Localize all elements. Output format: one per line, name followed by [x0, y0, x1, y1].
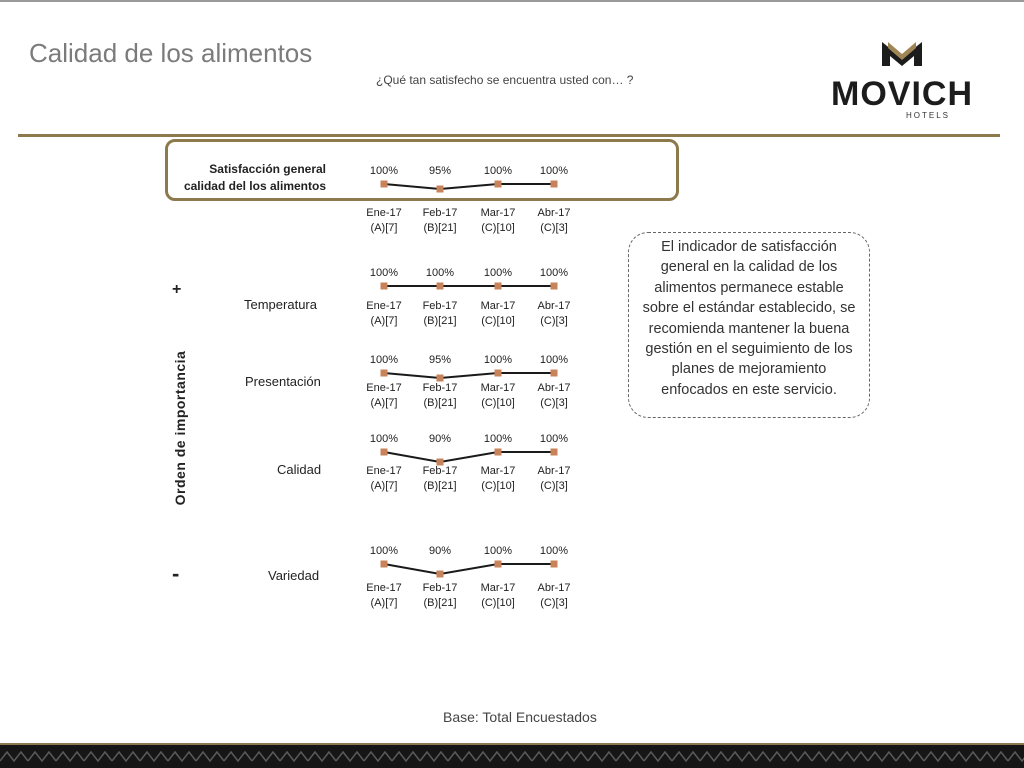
satisfaccion-general-calidad-del-los-alimentos-point-4 [551, 181, 558, 188]
footer-pattern-segment [392, 752, 420, 761]
footer-pattern-segment [840, 752, 868, 761]
footer-pattern-segment [756, 752, 784, 761]
temperatura-data-label-4: 100% [539, 267, 569, 279]
variedad-data-label-4: 100% [539, 545, 569, 557]
calidad-tick-label-2: Feb-17 [422, 465, 458, 477]
satisfaccion-general-calidad-del-los-alimentos-data-label-1: 100% [369, 165, 399, 177]
footer-pattern-segment [924, 752, 952, 761]
satisfaccion-general-calidad-del-los-alimentos-tick-label-2: Feb-17 [422, 207, 458, 219]
footer-pattern-segment [532, 752, 560, 761]
footer-pattern-segment [0, 752, 28, 761]
presentacion-data-label-1: 100% [369, 354, 399, 366]
variedad-base-label-2: (B)[21] [423, 597, 457, 609]
calidad-line [384, 452, 554, 462]
calidad-point-4 [551, 449, 558, 456]
presentacion-line [384, 373, 554, 378]
footer-pattern-segment [812, 752, 840, 761]
temperatura-tick-label-1: Ene-17 [366, 300, 402, 312]
logo-brand: MOVICH [831, 75, 973, 113]
satisfaccion-general-calidad-del-los-alimentos-point-1 [381, 181, 388, 188]
calidad-data-label-1: 100% [369, 433, 399, 445]
footer-pattern-segment [1008, 752, 1024, 761]
presentacion-point-4 [551, 370, 558, 377]
presentacion-data-label-3: 100% [483, 354, 513, 366]
temperatura-data-label-2: 100% [425, 267, 455, 279]
survey-question: ¿Qué tan satisfecho se encuentra usted con… ? [376, 73, 634, 87]
variedad-base-label-4: (C)[3] [540, 597, 568, 609]
footer-pattern-segment [308, 752, 336, 761]
footer-pattern-segment [336, 752, 364, 761]
logo-sub: HOTELS [905, 111, 951, 120]
importance-minus: - [172, 561, 180, 586]
footer-pattern-segment [28, 752, 56, 761]
satisfaccion-general-calidad-del-los-alimentos-line [384, 184, 554, 189]
footer-pattern-segment [56, 752, 84, 761]
temperatura-base-label-2: (B)[21] [423, 315, 457, 327]
variedad-point-4 [551, 561, 558, 568]
footer-pattern-segment [196, 752, 224, 761]
base-note: Base: Total Encuestados [443, 709, 597, 725]
temperatura-base-label-1: (A)[7] [370, 315, 398, 327]
presentacion-point-2 [437, 375, 444, 382]
calidad-tick-label-4: Abr-17 [537, 465, 571, 477]
footer-pattern-segment [560, 752, 588, 761]
satisfaccion-general-calidad-del-los-alimentos-base-label-4: (C)[3] [540, 222, 568, 234]
insight-note: El indicador de satisfacción general en la calidad de los alimentos permanece estable sobre el estándar establecido, se recomienda mantener la buena gestión en el seguimiento de los planes de mejoramiento enfocados en este servicio. [628, 232, 870, 418]
footer-pattern-segment [700, 752, 728, 761]
temperatura-base-label-4: (C)[3] [540, 315, 568, 327]
variedad-base-label-1: (A)[7] [370, 597, 398, 609]
presentacion-data-label-2: 95% [428, 354, 452, 366]
calidad-data-label-3: 100% [483, 433, 513, 445]
presentacion-tick-label-4: Abr-17 [537, 382, 571, 394]
footer-pattern-segment [896, 752, 924, 761]
row-label-presentacion: Presentación [245, 374, 321, 389]
satisfaccion-general-calidad-del-los-alimentos-tick-label-4: Abr-17 [537, 207, 571, 219]
presentacion-tick-label-1: Ene-17 [366, 382, 402, 394]
footer-pattern-segment [420, 752, 448, 761]
satisfaccion-general-calidad-del-los-alimentos-data-label-3: 100% [483, 165, 513, 177]
temperatura-data-label-3: 100% [483, 267, 513, 279]
footer-pattern-segment [140, 752, 168, 761]
variedad-tick-label-2: Feb-17 [422, 582, 458, 594]
presentacion-tick-label-2: Feb-17 [422, 382, 458, 394]
variedad-line [384, 564, 554, 574]
overall-label-line-1: Satisfacción general [209, 162, 326, 176]
variedad-tick-label-3: Mar-17 [480, 582, 516, 594]
satisfaccion-general-calidad-del-los-alimentos-base-label-3: (C)[10] [481, 222, 515, 234]
presentacion-base-label-2: (B)[21] [423, 397, 457, 409]
footer-pattern-segment [952, 752, 980, 761]
footer-pattern-segment [280, 752, 308, 761]
footer-pattern-segment [504, 752, 532, 761]
temperatura-point-3 [495, 283, 502, 290]
variedad-point-2 [437, 571, 444, 578]
variedad-data-label-3: 100% [483, 545, 513, 557]
importance-plus: + [172, 281, 182, 298]
temperatura-base-label-3: (C)[10] [481, 315, 515, 327]
calidad-base-label-1: (A)[7] [370, 480, 398, 492]
satisfaccion-general-calidad-del-los-alimentos-point-2 [437, 186, 444, 193]
satisfaccion-general-calidad-del-los-alimentos-tick-label-1: Ene-17 [366, 207, 402, 219]
row-label-temperatura: Temperatura [244, 297, 317, 312]
presentacion-base-label-1: (A)[7] [370, 397, 398, 409]
temperatura-tick-label-4: Abr-17 [537, 300, 571, 312]
presentacion-point-1 [381, 370, 388, 377]
temperatura-point-4 [551, 283, 558, 290]
calidad-data-label-4: 100% [539, 433, 569, 445]
calidad-point-1 [381, 449, 388, 456]
calidad-tick-label-3: Mar-17 [480, 465, 516, 477]
footer-pattern-segment [112, 752, 140, 761]
presentacion-base-label-3: (C)[10] [481, 397, 515, 409]
importance-axis-label: Orden de importancia [172, 350, 188, 506]
temperatura-point-1 [381, 283, 388, 290]
presentacion-tick-label-3: Mar-17 [480, 382, 516, 394]
calidad-base-label-3: (C)[10] [481, 480, 515, 492]
row-label-calidad: Calidad [277, 462, 322, 477]
footer-pattern [0, 745, 1024, 768]
footer-pattern-segment [644, 752, 672, 761]
footer-pattern-segment [476, 752, 504, 761]
footer-pattern-segment [588, 752, 616, 761]
temperatura-point-2 [437, 283, 444, 290]
footer-pattern-segment [168, 752, 196, 761]
satisfaccion-general-calidad-del-los-alimentos-base-label-1: (A)[7] [370, 222, 398, 234]
satisfaccion-general-calidad-del-los-alimentos-data-label-2: 95% [428, 165, 452, 177]
calidad-base-label-4: (C)[3] [540, 480, 568, 492]
satisfaccion-general-calidad-del-los-alimentos-tick-label-3: Mar-17 [480, 207, 516, 219]
variedad-point-1 [381, 561, 388, 568]
footer-pattern-segment [616, 752, 644, 761]
calidad-base-label-2: (B)[21] [423, 480, 457, 492]
satisfaccion-general-calidad-del-los-alimentos-base-label-2: (B)[21] [423, 222, 457, 234]
footer-pattern-segment [784, 752, 812, 761]
satisfaccion-general-calidad-del-los-alimentos-point-3 [495, 181, 502, 188]
footer-pattern-segment [728, 752, 756, 761]
overall-label-line-2: calidad del los alimentos [183, 179, 326, 193]
row-label-variedad: Variedad [268, 568, 320, 583]
page-title: Calidad de los alimentos [29, 38, 313, 68]
variedad-data-label-1: 100% [369, 545, 399, 557]
variedad-base-label-3: (C)[10] [481, 597, 515, 609]
temperatura-tick-label-3: Mar-17 [480, 300, 516, 312]
footer-pattern-segment [364, 752, 392, 761]
presentacion-base-label-4: (C)[3] [540, 397, 568, 409]
presentacion-point-3 [495, 370, 502, 377]
footer-pattern-segment [84, 752, 112, 761]
calidad-point-3 [495, 449, 502, 456]
footer-pattern-segment [448, 752, 476, 761]
footer-pattern-segment [868, 752, 896, 761]
presentacion-data-label-4: 100% [539, 354, 569, 366]
temperatura-data-label-1: 100% [369, 267, 399, 279]
variedad-data-label-2: 90% [428, 545, 452, 557]
footer-pattern-segment [672, 752, 700, 761]
calidad-tick-label-1: Ene-17 [366, 465, 402, 477]
footer-pattern-segment [252, 752, 280, 761]
footer-band [0, 745, 1024, 768]
footer-pattern-segment [224, 752, 252, 761]
variedad-point-3 [495, 561, 502, 568]
variedad-tick-label-1: Ene-17 [366, 582, 402, 594]
variedad-tick-label-4: Abr-17 [537, 582, 571, 594]
satisfaccion-general-calidad-del-los-alimentos-data-label-4: 100% [539, 165, 569, 177]
calidad-data-label-2: 90% [428, 433, 452, 445]
footer-pattern-segment [980, 752, 1008, 761]
temperatura-tick-label-2: Feb-17 [422, 300, 458, 312]
